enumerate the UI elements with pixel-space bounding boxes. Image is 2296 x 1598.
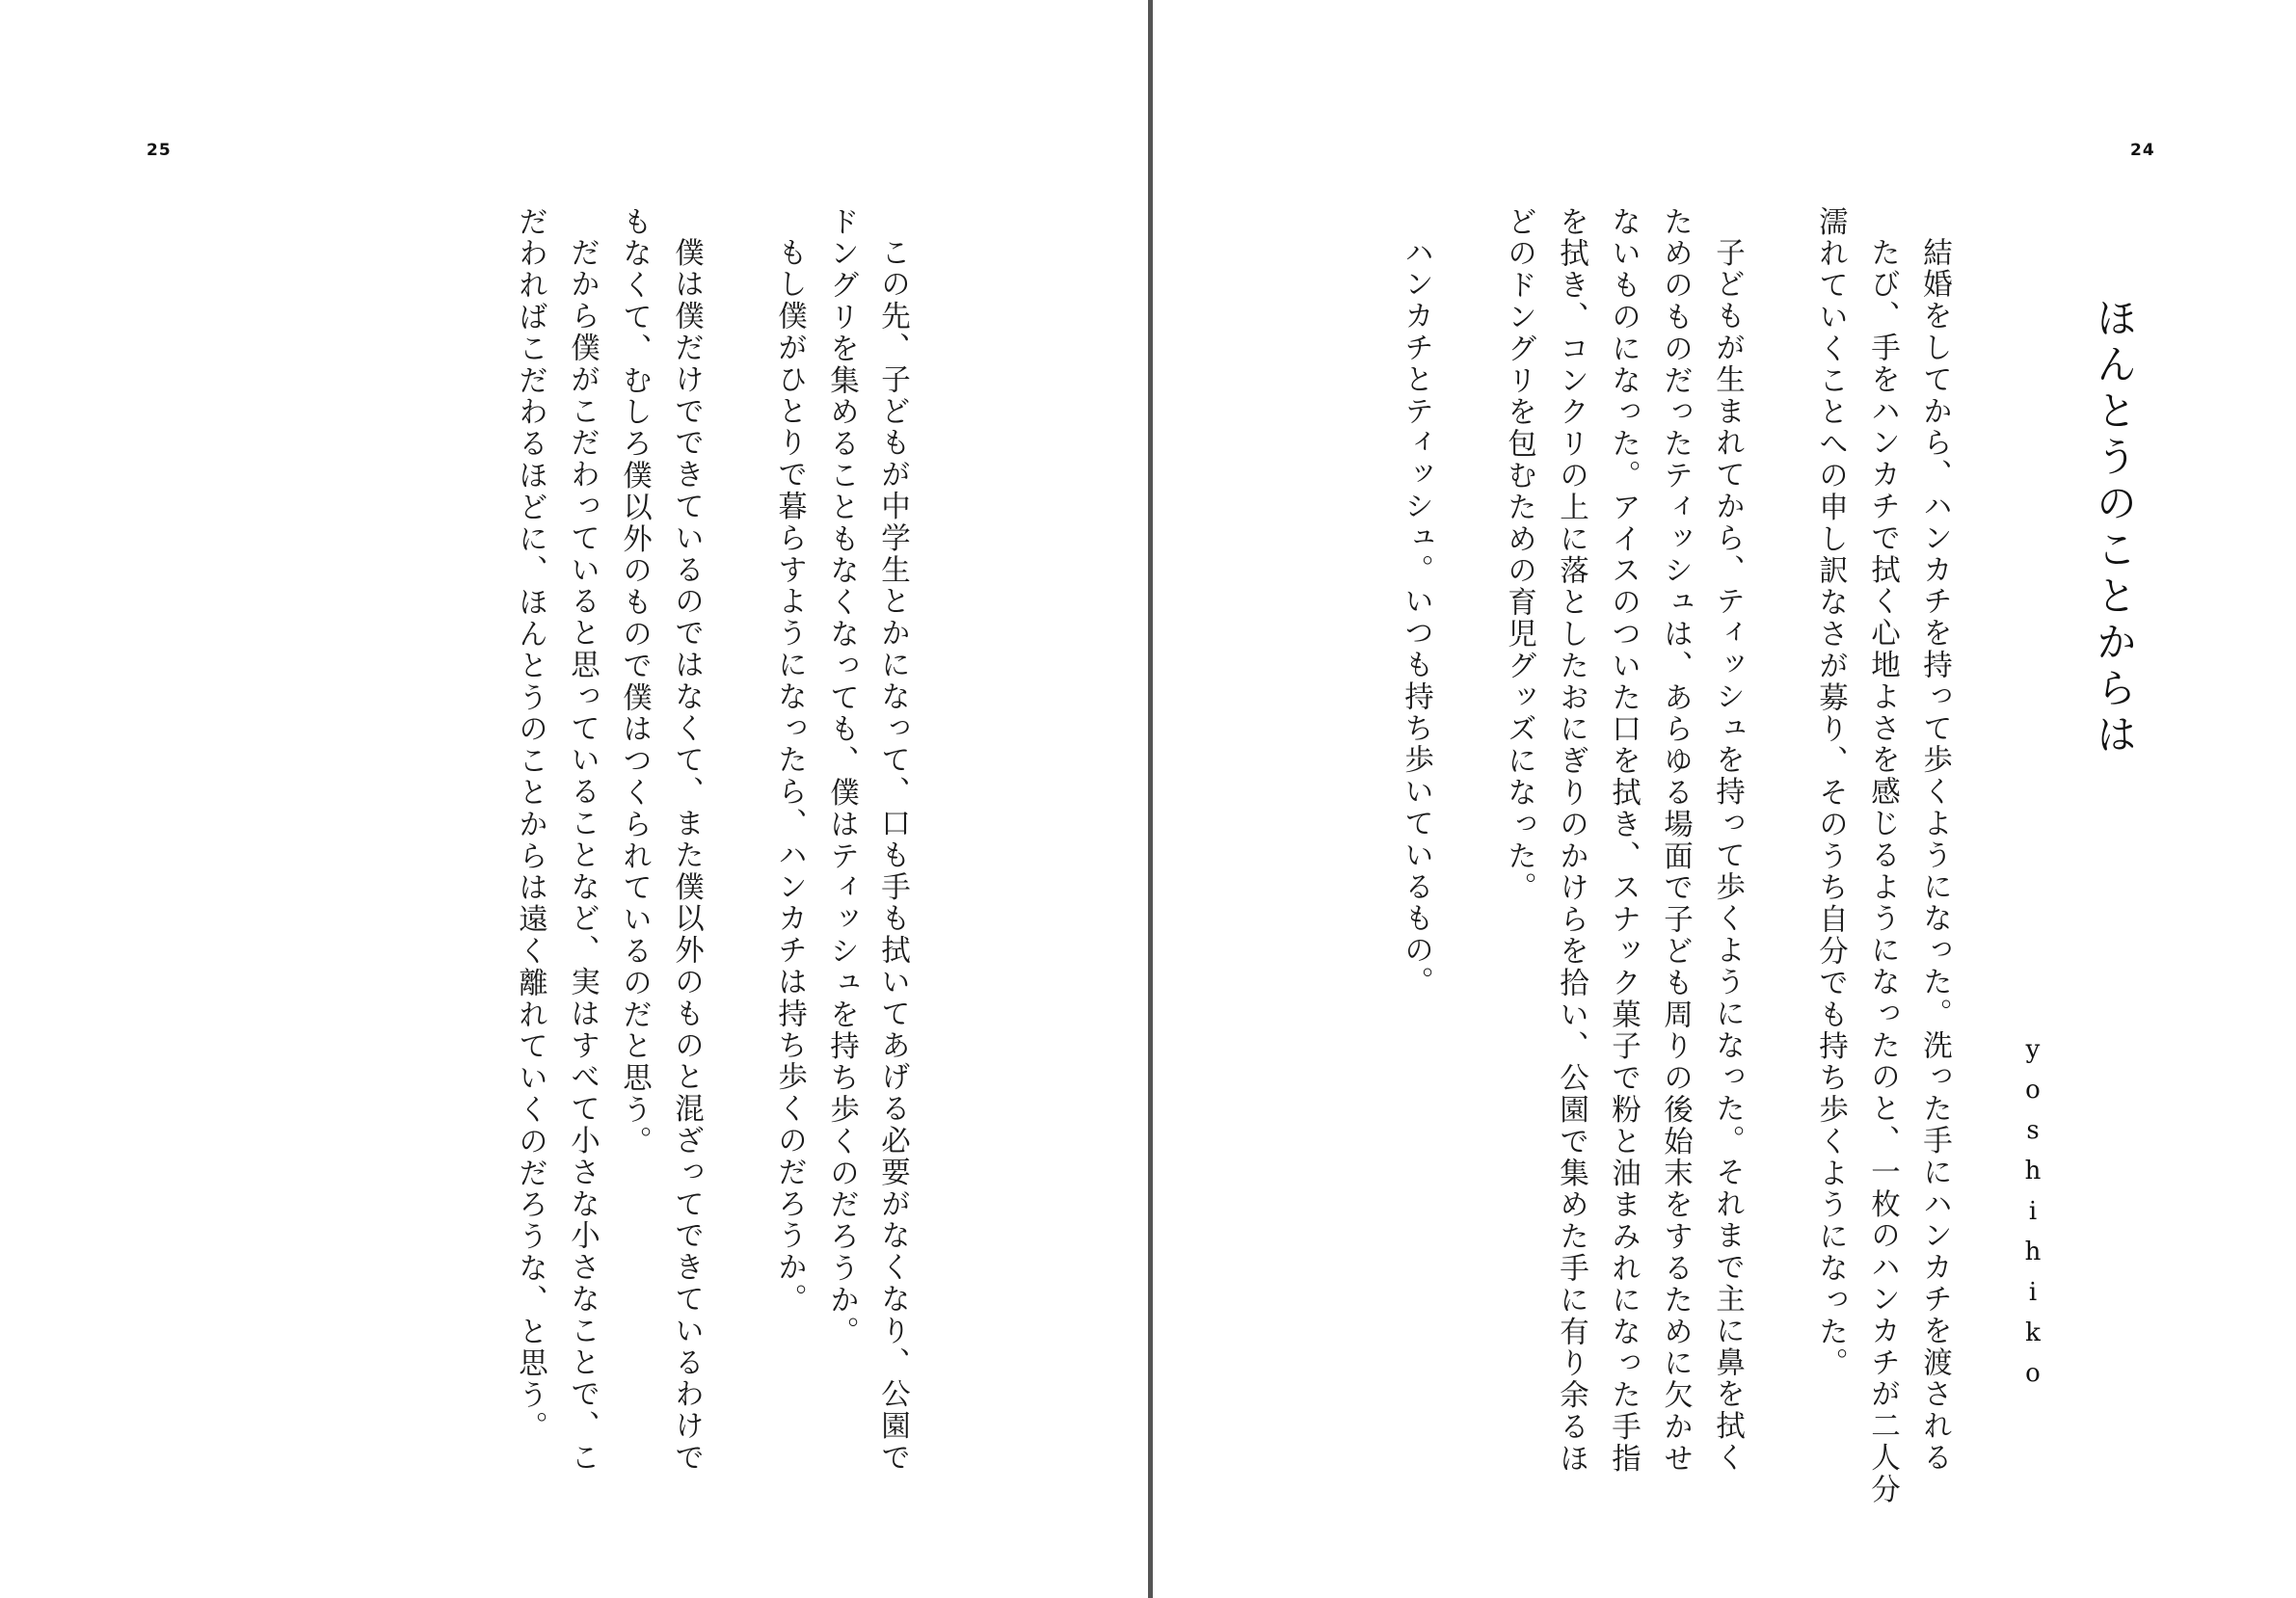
text-column: ためのものだったティッシュは、あらゆる場面で子ども周りの後始末をするために欠かせ [1658,206,1693,1475]
text-column: ドングリを集めることもなくなっても、僕はティッシュを持ち歩くのだろうか。 [824,206,859,1348]
page-number-right: 24 [2130,141,2155,160]
text-column: たび、手をハンカチで拭く心地よさを感じるようになったのと、一枚のハンカチが二人分 [1865,237,1900,1505]
text-column: この先、子どもが中学生とかになって、口も手も拭いてあげる必要がなくなり、公園で [875,237,910,1475]
text-column: 結婚をしてから、ハンカチを持って歩くようになった。洗った手にハンカチを渡される [1917,237,1952,1475]
text-column: だから僕がこだわっていると思っていることなど、実はすべて小さな小さなことで、こ [565,237,600,1475]
author-name: yoshihiko [2018,1035,2047,1399]
essay-title: ほんとうのことからは [2091,297,2138,759]
page-number-left: 25 [147,141,172,160]
text-column: もなくて、むしろ僕以外のもので僕はつくられているのだと思う。 [617,206,652,1158]
text-column: だわればこだわるほどに、ほんとうのことからは遠く離れていくのだろうな、と思う。 [513,206,547,1444]
text-column: 濡れていくことへの申し訳なさが募り、そのうち自分でも持ち歩くようになった。 [1813,206,1848,1380]
text-column: どのドングリを包むための育児グッズになった。 [1502,206,1536,904]
text-column: を拭き、コンクリの上に落としたおにぎりのかけらを拾い、公園で集めた手に有り余るほ [1554,206,1589,1475]
book-spine [1148,0,1153,1598]
text-column: ないものになった。アイスのついた口を拭き、スナック菓子で粉と油まみれになった手指 [1606,206,1641,1475]
text-column: 子どもが生まれてから、ティッシュを持って歩くようになった。それまで主に鼻を拭く [1710,237,1745,1475]
text-column: もし僕がひとりで暮らすようになったら、ハンカチは持ち歩くのだろうか。 [772,237,807,1316]
text-column: 僕は僕だけでできているのではなくて、また僕以外のものと混ざってできているわけで [669,237,704,1475]
text-column: ハンカチとティッシュ。いつも持ち歩いているもの。 [1399,237,1433,999]
